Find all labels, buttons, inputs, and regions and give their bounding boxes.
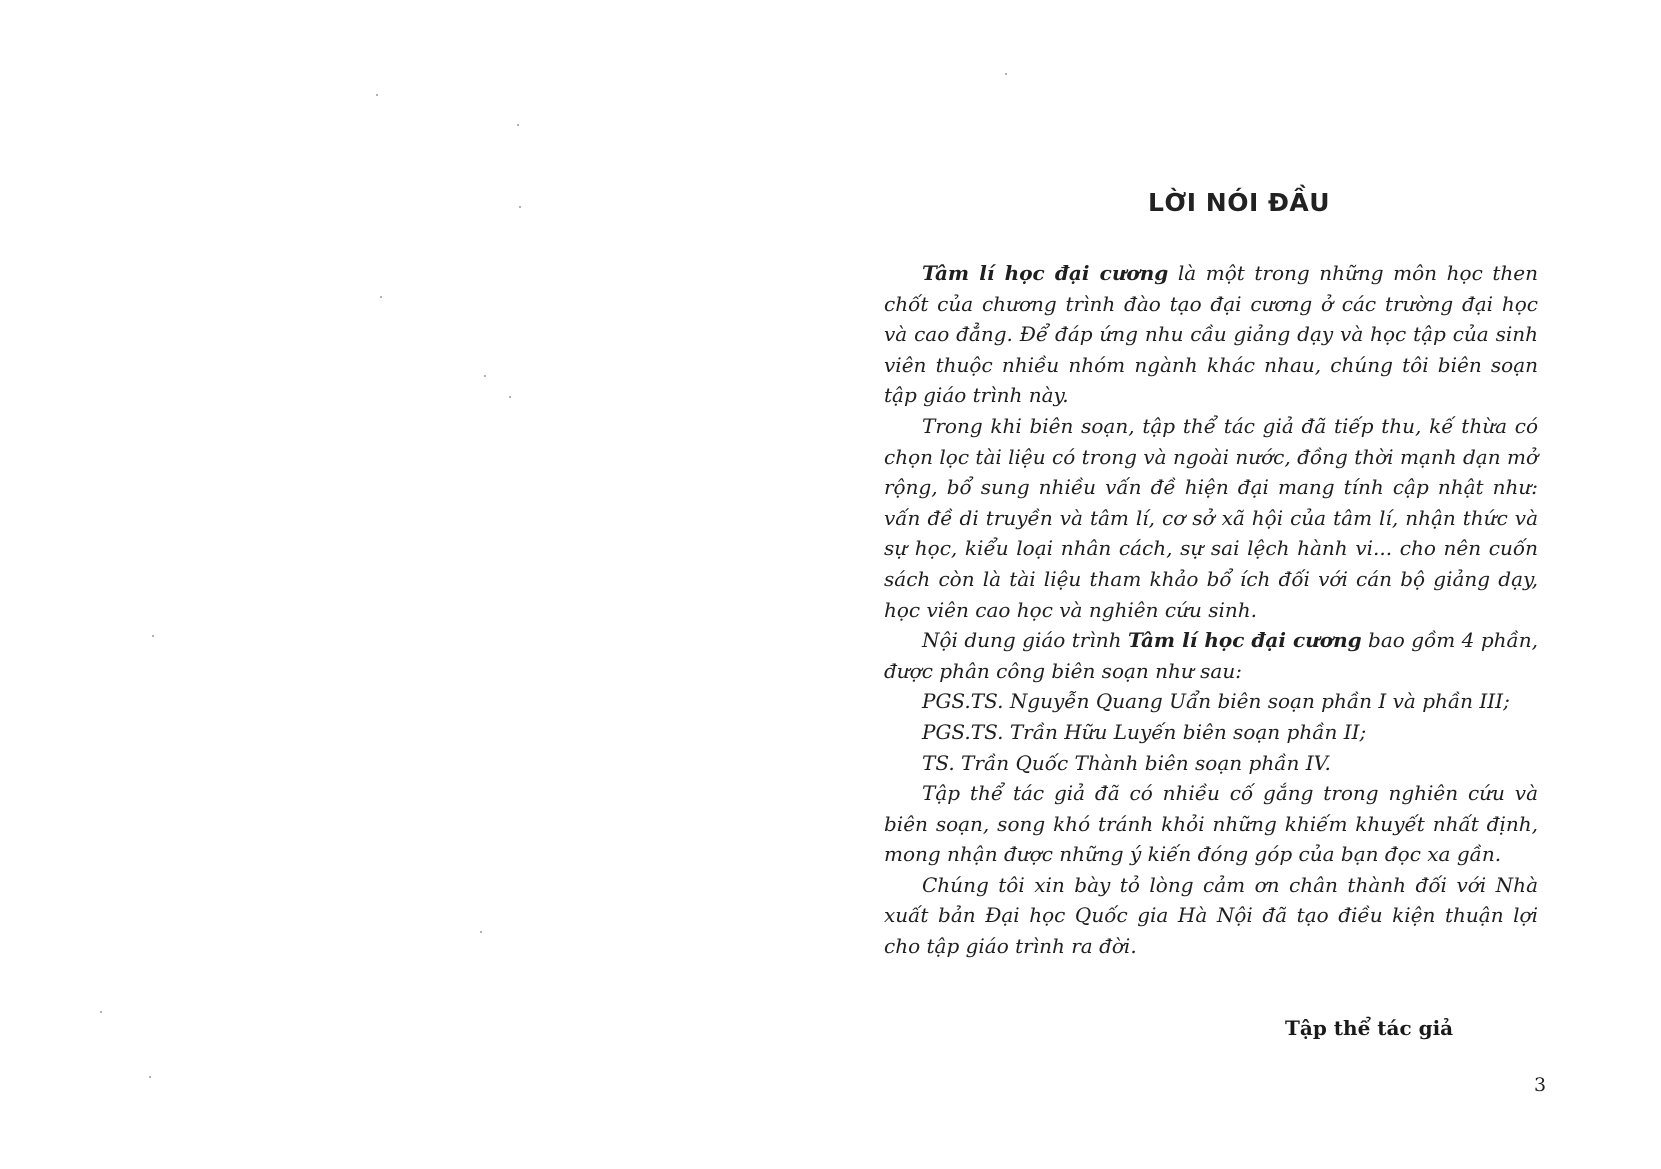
scan-speck bbox=[380, 296, 382, 298]
scan-speck bbox=[484, 375, 486, 377]
right-page bbox=[820, 0, 1661, 1169]
paragraph-text: Nội dung giáo trình bbox=[922, 628, 1128, 653]
scan-speck bbox=[152, 635, 154, 637]
scan-speck bbox=[519, 206, 521, 208]
scan-speck bbox=[517, 124, 519, 126]
paragraph-thanks: Chúng tôi xin bày tỏ lòng cảm ơn chân thành đối với Nhà xuất bản Đại học Quốc gia Hà Nội đã tạo điều kiện thuận lợi cho tập giáo trình ra đời. bbox=[884, 872, 1538, 959]
page-heading: LỜI NÓI ĐẦU bbox=[1148, 188, 1331, 217]
paragraph-content: Trong khi biên soạn, tập thể tác giả đã tiếp thu, kế thừa có chọn lọc tài liệu có trong và ngoài nước, đồng thời mạnh dạn mở rộng, bổ sung nhiều vấn đề hiện đại mang tính cập nhật như: vấn đề di truyền và tâm lí, cơ sở xã hội của tâm lí, nhận thức và sự học, kiểu loại nhân cách, sự sai lệch hành vi... cho nên cuốn sách còn là tài liệu tham khảo bổ ích đối với cán bộ giảng dạy, học viên cao học và nghiên cứu sinh. bbox=[884, 413, 1538, 622]
signature: Tập thể tác giả bbox=[1285, 1016, 1454, 1040]
scan-speck bbox=[480, 931, 482, 933]
author-assignment: PGS.TS. Trần Hữu Luyến biên soạn phần II; bbox=[922, 719, 1367, 744]
paragraph-structure bbox=[884, 625, 1538, 686]
author-assignment: PGS.TS. Nguyễn Quang Uẩn biên soạn phần I và phần III; bbox=[922, 689, 1510, 714]
left-blank-page bbox=[0, 0, 820, 1169]
paragraph-text: là một trong những môn học then chốt của chương trình đào tạo đại cương ở các trường đại học và cao đẳng. Để đáp ứng nhu cầu giảng dạy và học tập của sinh viên thuộc nhiều nhóm ngành khác nhau, chúng tôi biên soạn tập giáo trình này. bbox=[884, 261, 1538, 408]
scan-speck bbox=[509, 396, 511, 398]
scan-speck bbox=[376, 94, 378, 96]
paragraph-text: bao gồm 4 phần, được phân công biên soạn như sau: bbox=[884, 628, 1538, 683]
paragraph-apology: Tập thể tác giả đã có nhiều cố gắng trong nghiên cứu và biên soạn, song khó tránh khỏi những khiếm khuyết nhất định, mong nhận được những ý kiến đóng góp của bạn đọc xa gần. bbox=[884, 781, 1538, 867]
page-number: 3 bbox=[1534, 1074, 1547, 1096]
book-title-emphasis: Tâm lí học đại cương bbox=[1127, 628, 1362, 653]
paragraph-intro bbox=[884, 258, 1538, 411]
scan-speck bbox=[149, 1076, 151, 1078]
book-title-emphasis: Tâm lí học đại cương bbox=[922, 261, 1169, 285]
author-assignment: TS. Trần Quốc Thành biên soạn phần IV. bbox=[922, 750, 1331, 775]
scan-speck bbox=[1005, 73, 1007, 75]
preface-body bbox=[884, 258, 1538, 962]
scan-speck bbox=[100, 1011, 102, 1013]
